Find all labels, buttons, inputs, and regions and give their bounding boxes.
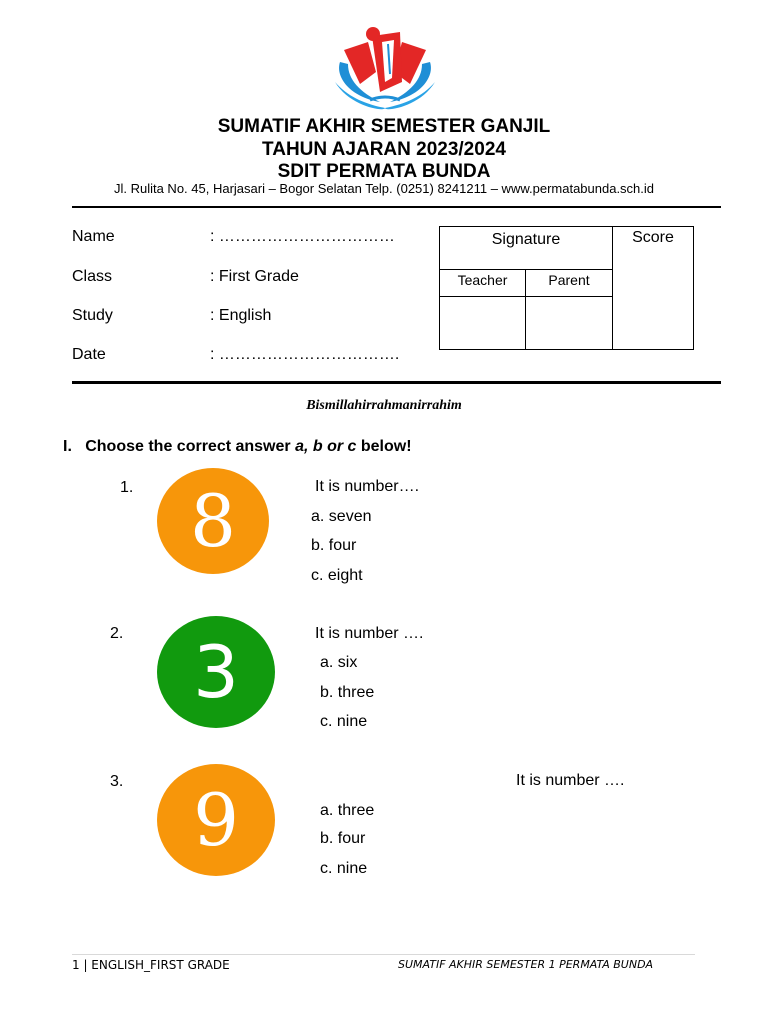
header-divider	[72, 206, 721, 208]
option-c: c. eight	[311, 567, 363, 584]
academic-year: TAHUN AJARAN 2023/2024	[262, 139, 506, 160]
instruction	[63, 438, 412, 456]
question-number: 3.	[110, 773, 124, 790]
instruction-prefix: I. Choose the correct answer	[63, 438, 296, 455]
date-value: : …………………………….	[210, 346, 400, 363]
number-three-circle: 3	[157, 616, 275, 728]
class-value: : First Grade	[210, 268, 299, 285]
school-name: SDIT PERMATA BUNDA	[277, 161, 491, 182]
option-b: b. four	[320, 830, 366, 847]
number-eight-circle: 8	[157, 468, 269, 574]
number-nine-circle: 9	[157, 764, 275, 876]
footer-exam-label: SUMATIF AKHIR SEMESTER 1 PERMATA BUNDA	[398, 958, 654, 971]
option-c: c. nine	[320, 713, 368, 730]
question-prompt: It is number….	[315, 478, 420, 495]
option-a: a. seven	[311, 508, 372, 525]
signature-score-table	[439, 226, 694, 350]
exam-title: SUMATIF AKHIR SEMESTER GANJIL	[217, 116, 551, 137]
option-a: a. six	[320, 654, 358, 671]
question-number: 2.	[110, 625, 124, 642]
option-b: b. three	[320, 684, 375, 701]
parent-signature-cell	[526, 297, 613, 350]
date-label: Date	[72, 346, 106, 363]
parent-header: Parent	[526, 270, 613, 297]
instruction-emphasis: a, b or c	[295, 438, 357, 455]
score-header: Score	[613, 227, 694, 350]
fields-divider	[72, 381, 721, 384]
option-b: b. four	[311, 537, 357, 554]
bismillah: Bismillahirrahmanirrahim	[306, 398, 462, 413]
class-label: Class	[72, 268, 113, 285]
option-c: c. nine	[320, 860, 368, 877]
footer-page-label: 1 | ENGLISH_FIRST GRADE	[72, 958, 230, 972]
study-label: Study	[72, 307, 113, 324]
teacher-signature-cell	[440, 297, 526, 350]
name-label: Name	[72, 228, 115, 245]
footer-divider	[72, 954, 695, 955]
name-value: : ……………………………	[210, 228, 395, 245]
school-logo	[330, 22, 440, 110]
study-value: : English	[210, 307, 272, 324]
question-prompt: It is number ….	[315, 625, 424, 642]
instruction-suffix: below!	[356, 438, 412, 455]
option-a: a. three	[320, 802, 375, 819]
question-prompt: It is number ….	[516, 772, 625, 789]
signature-header: Signature	[440, 227, 613, 270]
teacher-header: Teacher	[440, 270, 526, 297]
school-address: Jl. Rulita No. 45, Harjasari – Bogor Selatan Telp. (0251) 8241211 – www.permatabunda.sch.id	[113, 181, 655, 196]
question-number: 1.	[120, 479, 134, 496]
